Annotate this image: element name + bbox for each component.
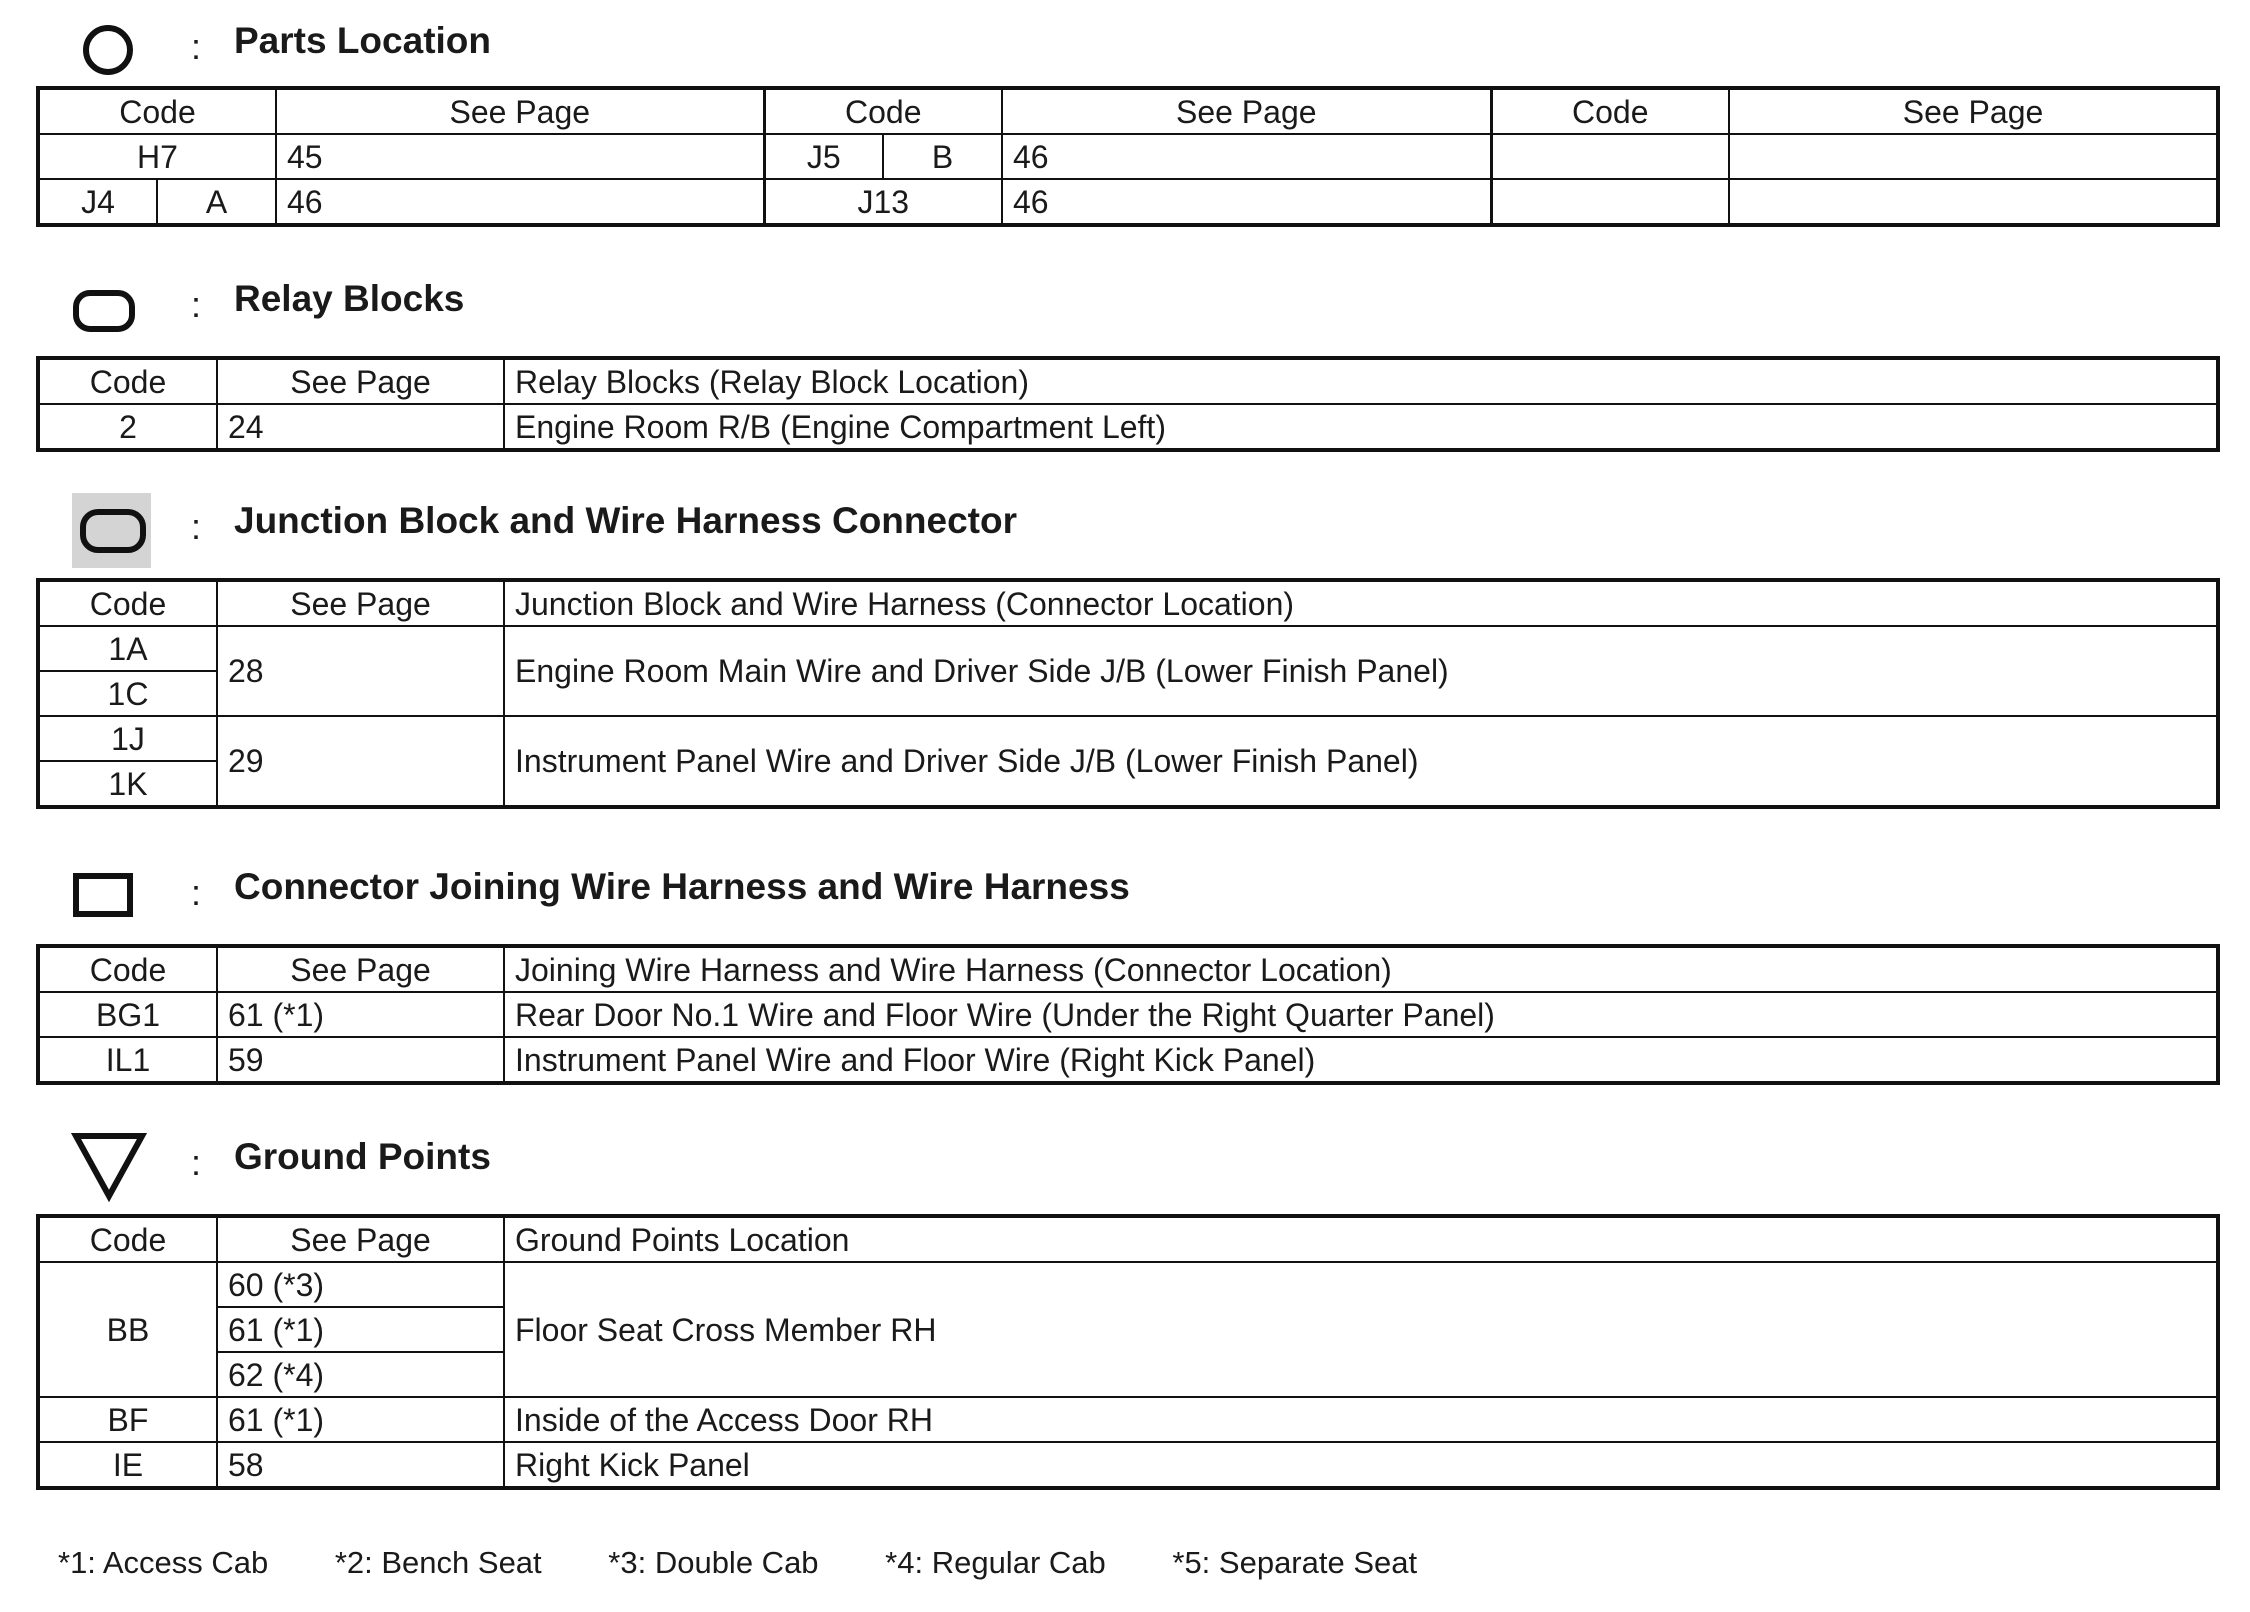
column-header: Relay Blocks (Relay Block Location) [504, 358, 2218, 404]
page-cell: 61 (*1) [217, 1307, 504, 1352]
page-cell: 28 [217, 626, 504, 716]
column-header: Code [38, 1216, 217, 1262]
page-cell [1729, 179, 2218, 225]
ground-points-table [36, 1214, 2220, 1490]
column-header: Code [38, 946, 217, 992]
code-cell: BG1 [38, 992, 217, 1037]
code-cell: 1K [38, 761, 217, 807]
page-cell: 61 (*1) [217, 992, 504, 1037]
code-cell [1491, 179, 1729, 225]
section-title: Connector Joining Wire Harness and Wire Harness [234, 866, 1130, 907]
column-header: Code [38, 88, 276, 134]
rectangle-icon [36, 858, 151, 938]
page-cell: 24 [217, 404, 504, 450]
connector-joining-table [36, 944, 2220, 1085]
table-row [38, 1037, 2218, 1083]
triangle-icon [36, 1128, 151, 1208]
table-header-row [38, 946, 2218, 992]
parts-location-header [36, 12, 1436, 92]
column-header: See Page [276, 88, 764, 134]
description-cell: Rear Door No.1 Wire and Floor Wire (Under the Right Quarter Panel) [504, 992, 2218, 1037]
section-title: Ground Points [234, 1136, 491, 1177]
column-header: Code [764, 88, 1002, 134]
page-cell: 62 (*4) [217, 1352, 504, 1397]
page-cell: 46 [1002, 179, 1491, 225]
code-cell: J13 [764, 179, 1002, 225]
table-header-row [38, 1216, 2218, 1262]
page-cell: 46 [276, 179, 764, 225]
circle-icon [36, 12, 151, 92]
code-cell: BF [38, 1397, 217, 1442]
column-header: Junction Block and Wire Harness (Connector Location) [504, 580, 2218, 626]
column-header: See Page [217, 580, 504, 626]
page-cell: 59 [217, 1037, 504, 1083]
code-cell: 1J [38, 716, 217, 761]
table-row [38, 992, 2218, 1037]
table-row [38, 404, 2218, 450]
description-cell: Instrument Panel Wire and Driver Side J/B (Lower Finish Panel) [504, 716, 2218, 807]
page-cell: 29 [217, 716, 504, 807]
code-cell [1491, 134, 1729, 179]
table-row [38, 716, 2218, 761]
table-header-row [38, 580, 2218, 626]
footnote: *1: Access Cab [58, 1545, 269, 1580]
colon: : [191, 1142, 202, 1183]
table-row [38, 179, 2218, 225]
table-row [38, 626, 2218, 671]
code-cell: 1A [38, 626, 217, 671]
code-cell: 2 [38, 404, 217, 450]
junction-block-table [36, 578, 2220, 809]
table-row [38, 134, 2218, 179]
ground-points-header [36, 1128, 1436, 1208]
description-cell: Floor Seat Cross Member RH [504, 1262, 2218, 1397]
table-row [38, 1262, 2218, 1307]
footnote: *2: Bench Seat [334, 1545, 542, 1580]
code-suffix-cell: B [883, 134, 1002, 179]
column-header: Code [38, 580, 217, 626]
colon: : [191, 284, 202, 325]
column-header: Joining Wire Harness and Wire Harness (Connector Location) [504, 946, 2218, 992]
shaded-rounded-rectangle-icon [36, 492, 151, 572]
parts-location-table [36, 86, 2220, 227]
description-cell: Right Kick Panel [504, 1442, 2218, 1488]
relay-blocks-table [36, 356, 2220, 452]
footnote: *5: Separate Seat [1172, 1545, 1418, 1580]
code-cell: IL1 [38, 1037, 217, 1083]
page-cell: 58 [217, 1442, 504, 1488]
column-header: Ground Points Location [504, 1216, 2218, 1262]
column-header: See Page [1002, 88, 1491, 134]
connector-joining-header [36, 858, 1436, 938]
page-cell [1729, 134, 2218, 179]
column-header: See Page [1729, 88, 2218, 134]
description-cell: Instrument Panel Wire and Floor Wire (Right Kick Panel) [504, 1037, 2218, 1083]
footnotes [58, 1545, 1475, 1581]
footnote: *4: Regular Cab [885, 1545, 1106, 1580]
column-header: See Page [217, 1216, 504, 1262]
relay-blocks-header [36, 270, 1436, 350]
column-header: See Page [217, 946, 504, 992]
column-header: Code [38, 358, 217, 404]
table-row [38, 1397, 2218, 1442]
colon: : [191, 26, 202, 67]
column-header: Code [1491, 88, 1729, 134]
code-cell: J5 [764, 134, 883, 179]
section-title: Junction Block and Wire Harness Connector [234, 500, 1017, 541]
junction-block-header [36, 492, 1436, 572]
table-header-row [38, 88, 2218, 134]
code-cell: H7 [38, 134, 276, 179]
code-cell: J4 [38, 179, 157, 225]
page-cell: 60 (*3) [217, 1262, 504, 1307]
code-cell: 1C [38, 671, 217, 716]
colon: : [191, 506, 202, 547]
column-header: See Page [217, 358, 504, 404]
code-suffix-cell: A [157, 179, 276, 225]
footnote: *3: Double Cab [608, 1545, 819, 1580]
code-cell: BB [38, 1262, 217, 1397]
description-cell: Engine Room Main Wire and Driver Side J/B (Lower Finish Panel) [504, 626, 2218, 716]
page-cell: 46 [1002, 134, 1491, 179]
page-cell: 45 [276, 134, 764, 179]
table-header-row [38, 358, 2218, 404]
section-title: Relay Blocks [234, 278, 465, 319]
section-title: Parts Location [234, 20, 491, 61]
page-cell: 61 (*1) [217, 1397, 504, 1442]
rounded-rectangle-icon [36, 270, 151, 350]
code-cell: IE [38, 1442, 217, 1488]
description-cell: Inside of the Access Door RH [504, 1397, 2218, 1442]
colon: : [191, 872, 202, 913]
table-row [38, 1442, 2218, 1488]
description-cell: Engine Room R/B (Engine Compartment Left) [504, 404, 2218, 450]
